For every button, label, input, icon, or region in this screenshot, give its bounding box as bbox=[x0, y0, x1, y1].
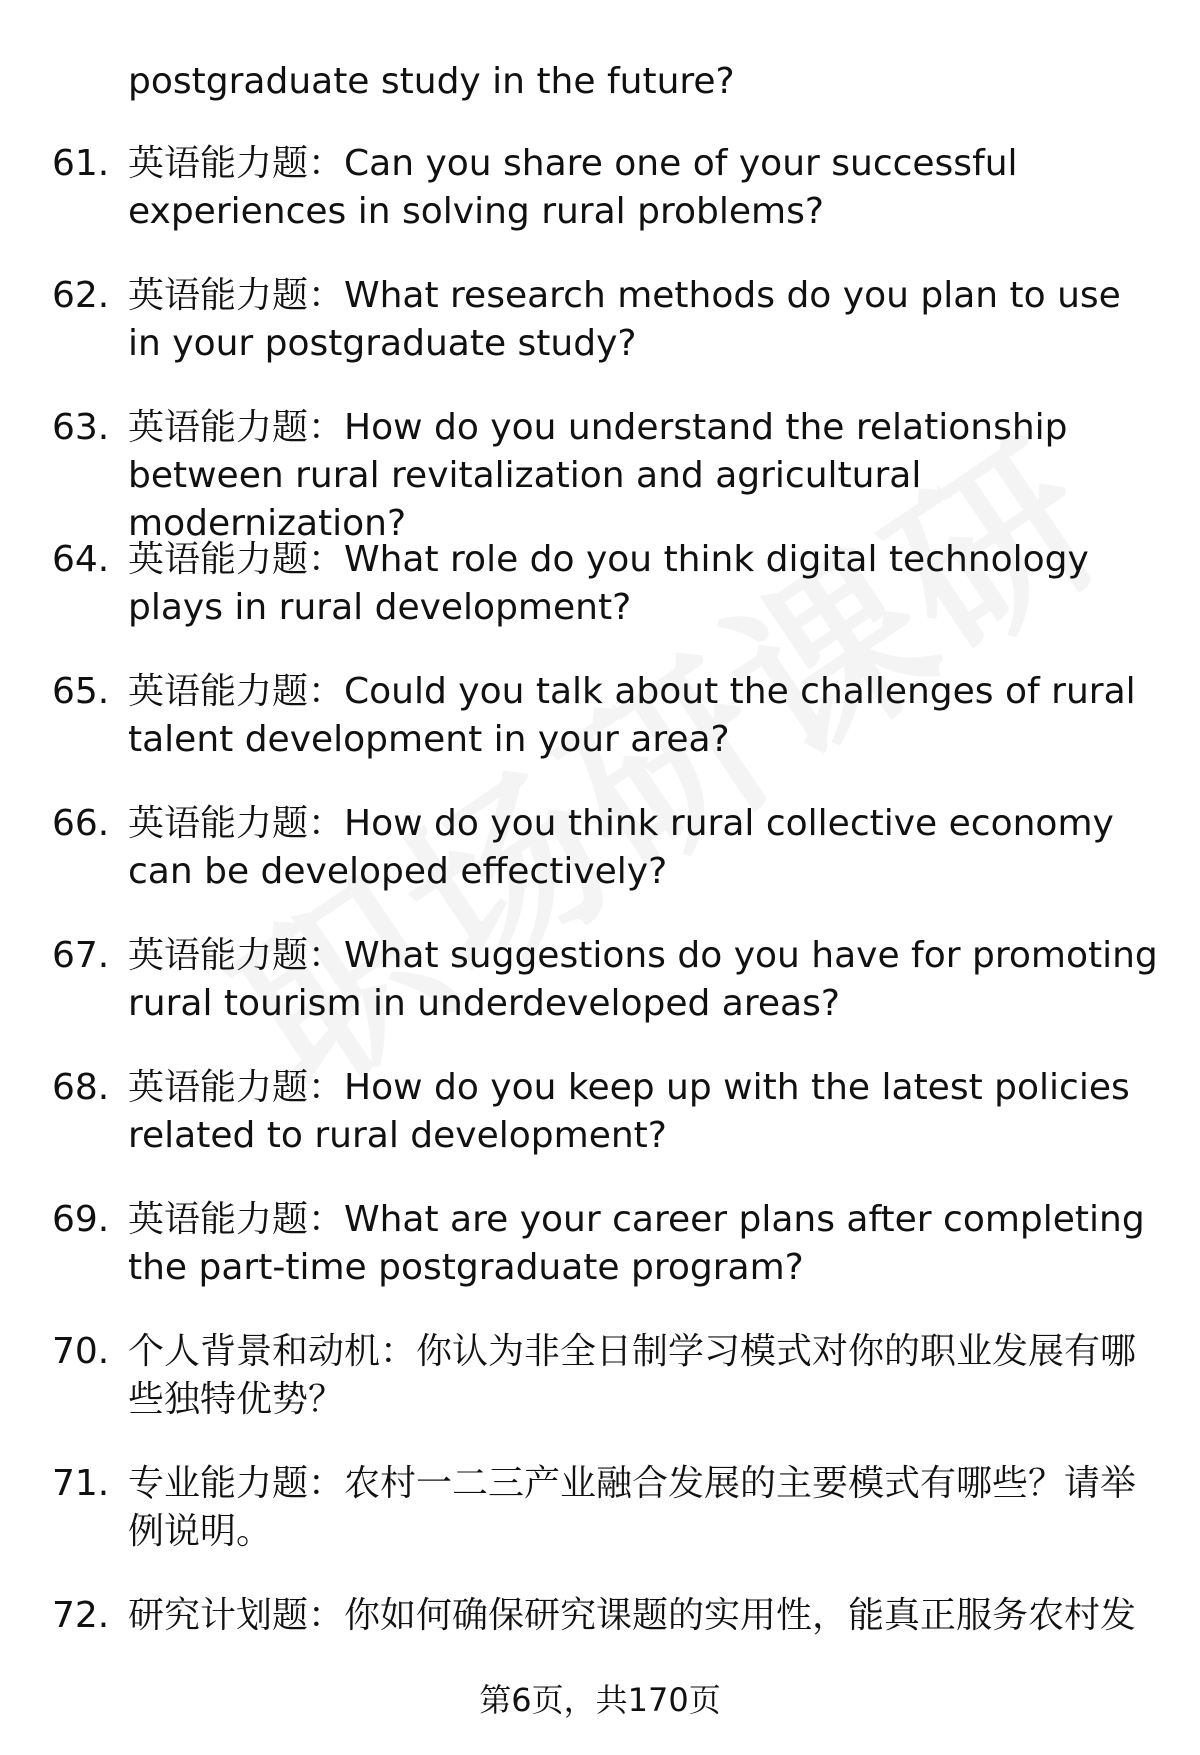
question-item bbox=[0, 404, 1200, 544]
question-list bbox=[0, 140, 1200, 1724]
question-text: 研究计划题：你如何确保研究课题的实用性，能真正服务农村发 bbox=[128, 1595, 1137, 1636]
page-number-footer: 第6页，共170页 bbox=[479, 1681, 721, 1719]
question-item bbox=[0, 536, 1200, 668]
question-number: 72. bbox=[52, 1595, 110, 1636]
question-text: 英语能力题：What role do you think digital technology plays in rural development? bbox=[128, 539, 1089, 628]
question-number: 62. bbox=[52, 275, 110, 316]
question-number: 64. bbox=[52, 539, 110, 580]
question-text: 个人背景和动机：你认为非全日制学习模式对你的职业发展有哪些独特优势？ bbox=[128, 1331, 1137, 1420]
question-text: 英语能力题：How do you keep up with the latest policies related to rural development? bbox=[128, 1067, 1130, 1156]
question-number: 65. bbox=[52, 671, 110, 712]
question-number: 67. bbox=[52, 935, 110, 976]
question-number: 71. bbox=[52, 1463, 110, 1504]
question-item bbox=[0, 800, 1200, 932]
question-text: 英语能力题：Can you share one of your successful experiences in solving rural problems? bbox=[128, 143, 1018, 232]
question-text: 英语能力题：What are your career plans after completing the part-time postgraduate program? bbox=[128, 1199, 1145, 1288]
question-text: 英语能力题：How do you understand the relationship between rural revitalization and agricultural modernization? bbox=[128, 407, 1068, 544]
question-text: 英语能力题：Could you talk about the challenges of rural talent development in your area? bbox=[128, 671, 1136, 760]
question-item bbox=[0, 932, 1200, 1064]
question-number: 63. bbox=[52, 407, 110, 448]
question-item bbox=[0, 668, 1200, 800]
question-item bbox=[0, 272, 1200, 404]
question-number: 66. bbox=[52, 803, 110, 844]
question-item bbox=[0, 140, 1200, 272]
question-text: 英语能力题：What research methods do you plan to use in your postgraduate study? bbox=[128, 275, 1121, 364]
question-item bbox=[0, 1328, 1200, 1460]
question-number: 61. bbox=[52, 143, 110, 184]
question-text: 英语能力题：What suggestions do you have for promoting rural tourism in underdeveloped areas? bbox=[128, 935, 1158, 1024]
question-text: 英语能力题：How do you think rural collective economy can be developed effectively? bbox=[128, 803, 1114, 892]
continued-text: postgraduate study in the future? bbox=[128, 61, 735, 102]
question-item bbox=[0, 1460, 1200, 1592]
question-number: 69. bbox=[52, 1199, 110, 1240]
question-item bbox=[0, 1064, 1200, 1196]
question-text: 专业能力题：农村一二三产业融合发展的主要模式有哪些？请举例说明。 bbox=[128, 1463, 1137, 1552]
question-number: 68. bbox=[52, 1067, 110, 1108]
question-item bbox=[0, 1196, 1200, 1328]
question-number: 70. bbox=[52, 1331, 110, 1372]
